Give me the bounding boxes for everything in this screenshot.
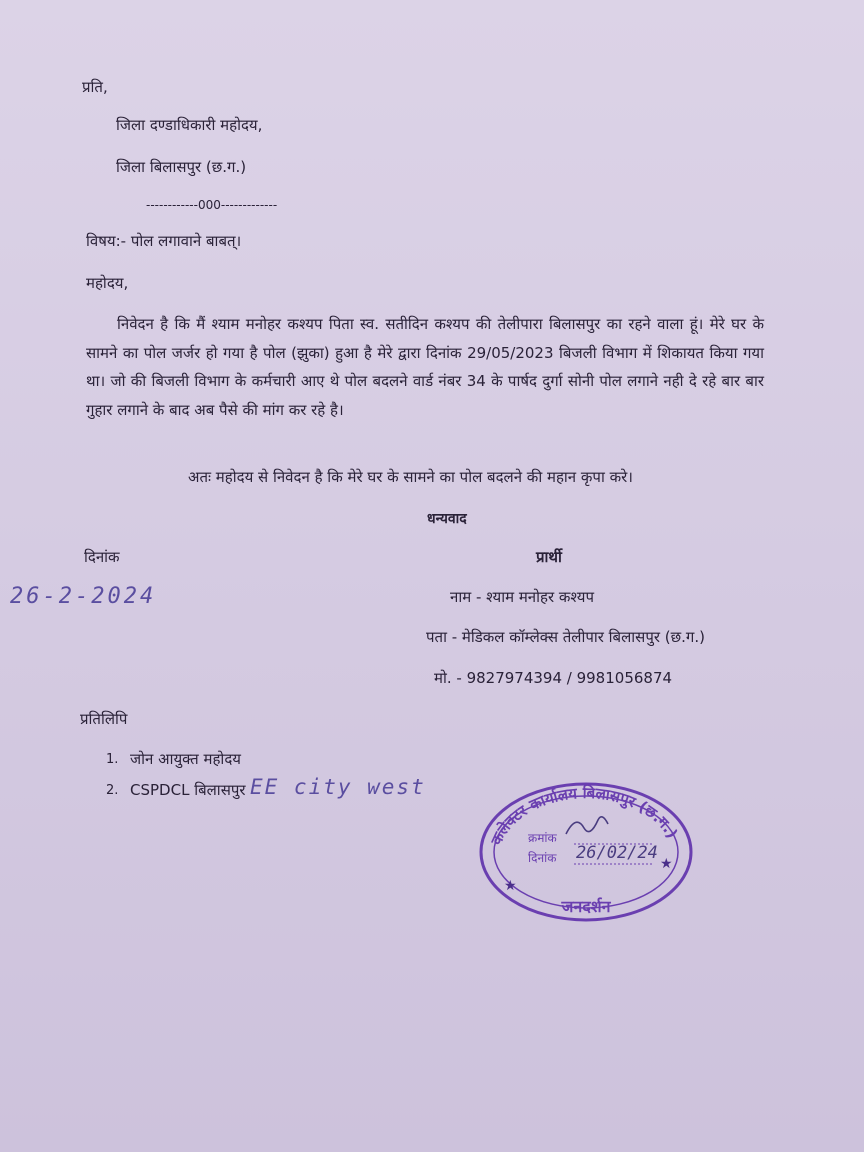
stamp-kramank-label: क्रमांक (528, 831, 557, 845)
stamp-arc-text: कलेक्टर कार्यालय बिलासपुर (छ.ग.) (487, 783, 682, 848)
applicant-name: नाम - श्याम मनोहर कश्यप (450, 588, 594, 606)
applicant-address: पता - मेडिकल कॉम्लेक्स तेलीपार बिलासपुर (छ.ग.) (426, 628, 705, 646)
applicant-label: प्रार्थी (536, 548, 562, 566)
date-label: दिनांक (84, 548, 120, 566)
copy-label: प्रतिलिपि (80, 710, 128, 728)
office-stamp (476, 772, 696, 922)
stamp-dinank-label: दिनांक (528, 851, 557, 865)
recipient-line-2: जिला बिलासपुर (छ.ग.) (116, 158, 247, 176)
stamp-handwritten-date: 26/02/24 (576, 843, 658, 863)
copy-2-number: 2. (106, 783, 119, 798)
stamp-star-right-icon: ★ (660, 856, 673, 872)
request-line: अतः महोदय से निवेदन है कि मेरे घर के सामने का पोल बदलने की महान कृपा करे। (188, 468, 633, 486)
copy-1-text: जोन आयुक्त महोदय (130, 750, 241, 768)
separator: ------------000------------- (146, 198, 278, 212)
salutation-to: प्रति, (82, 78, 108, 96)
stamp-signature (566, 817, 608, 834)
thanks: धन्यवाद (427, 511, 467, 527)
greeting: महोदय, (86, 274, 129, 292)
subject-line: विषय:- पोल लगावाने बाबत्। (86, 232, 242, 250)
applicant-phone: मो. - 9827974394 / 9981056874 (434, 669, 673, 687)
handwritten-date: 26-2-2024 (10, 584, 157, 609)
stamp-star-left-icon: ★ (504, 878, 517, 894)
copy-1-number: 1. (106, 752, 119, 767)
stamp-bottom-text: जनदर्शन (561, 897, 611, 916)
copy-2-text: CSPDCL बिलासपुर (130, 781, 246, 799)
recipient-line-1: जिला दण्डाधिकारी महोदय, (116, 116, 263, 134)
copy-2-handwritten-note: EE city west (250, 775, 426, 799)
letter-body: निवेदन है कि मैं श्याम मनोहर कश्यप पिता स्व. सतीदिन कश्यप की तेलीपारा बिलासपुर का रहने वाला हूं। मेरे घर के सामने का पोल जर्जर हो गया है पोल (झुका) हुआ है मेरे द्वारा दिनांक 29/05/2023 बिजली विभाग में शिकायत किया गया था। जो की बिजली विभाग के कर्मचारी आए थे पोल बदलने वार्ड नंबर 34 के पार्षद दुर्गा सोनी पोल लगाने नही दे रहे बार बार गुहार लगाने के बाद अब पैसे की मांग कर रहे है। (86, 315, 764, 419)
